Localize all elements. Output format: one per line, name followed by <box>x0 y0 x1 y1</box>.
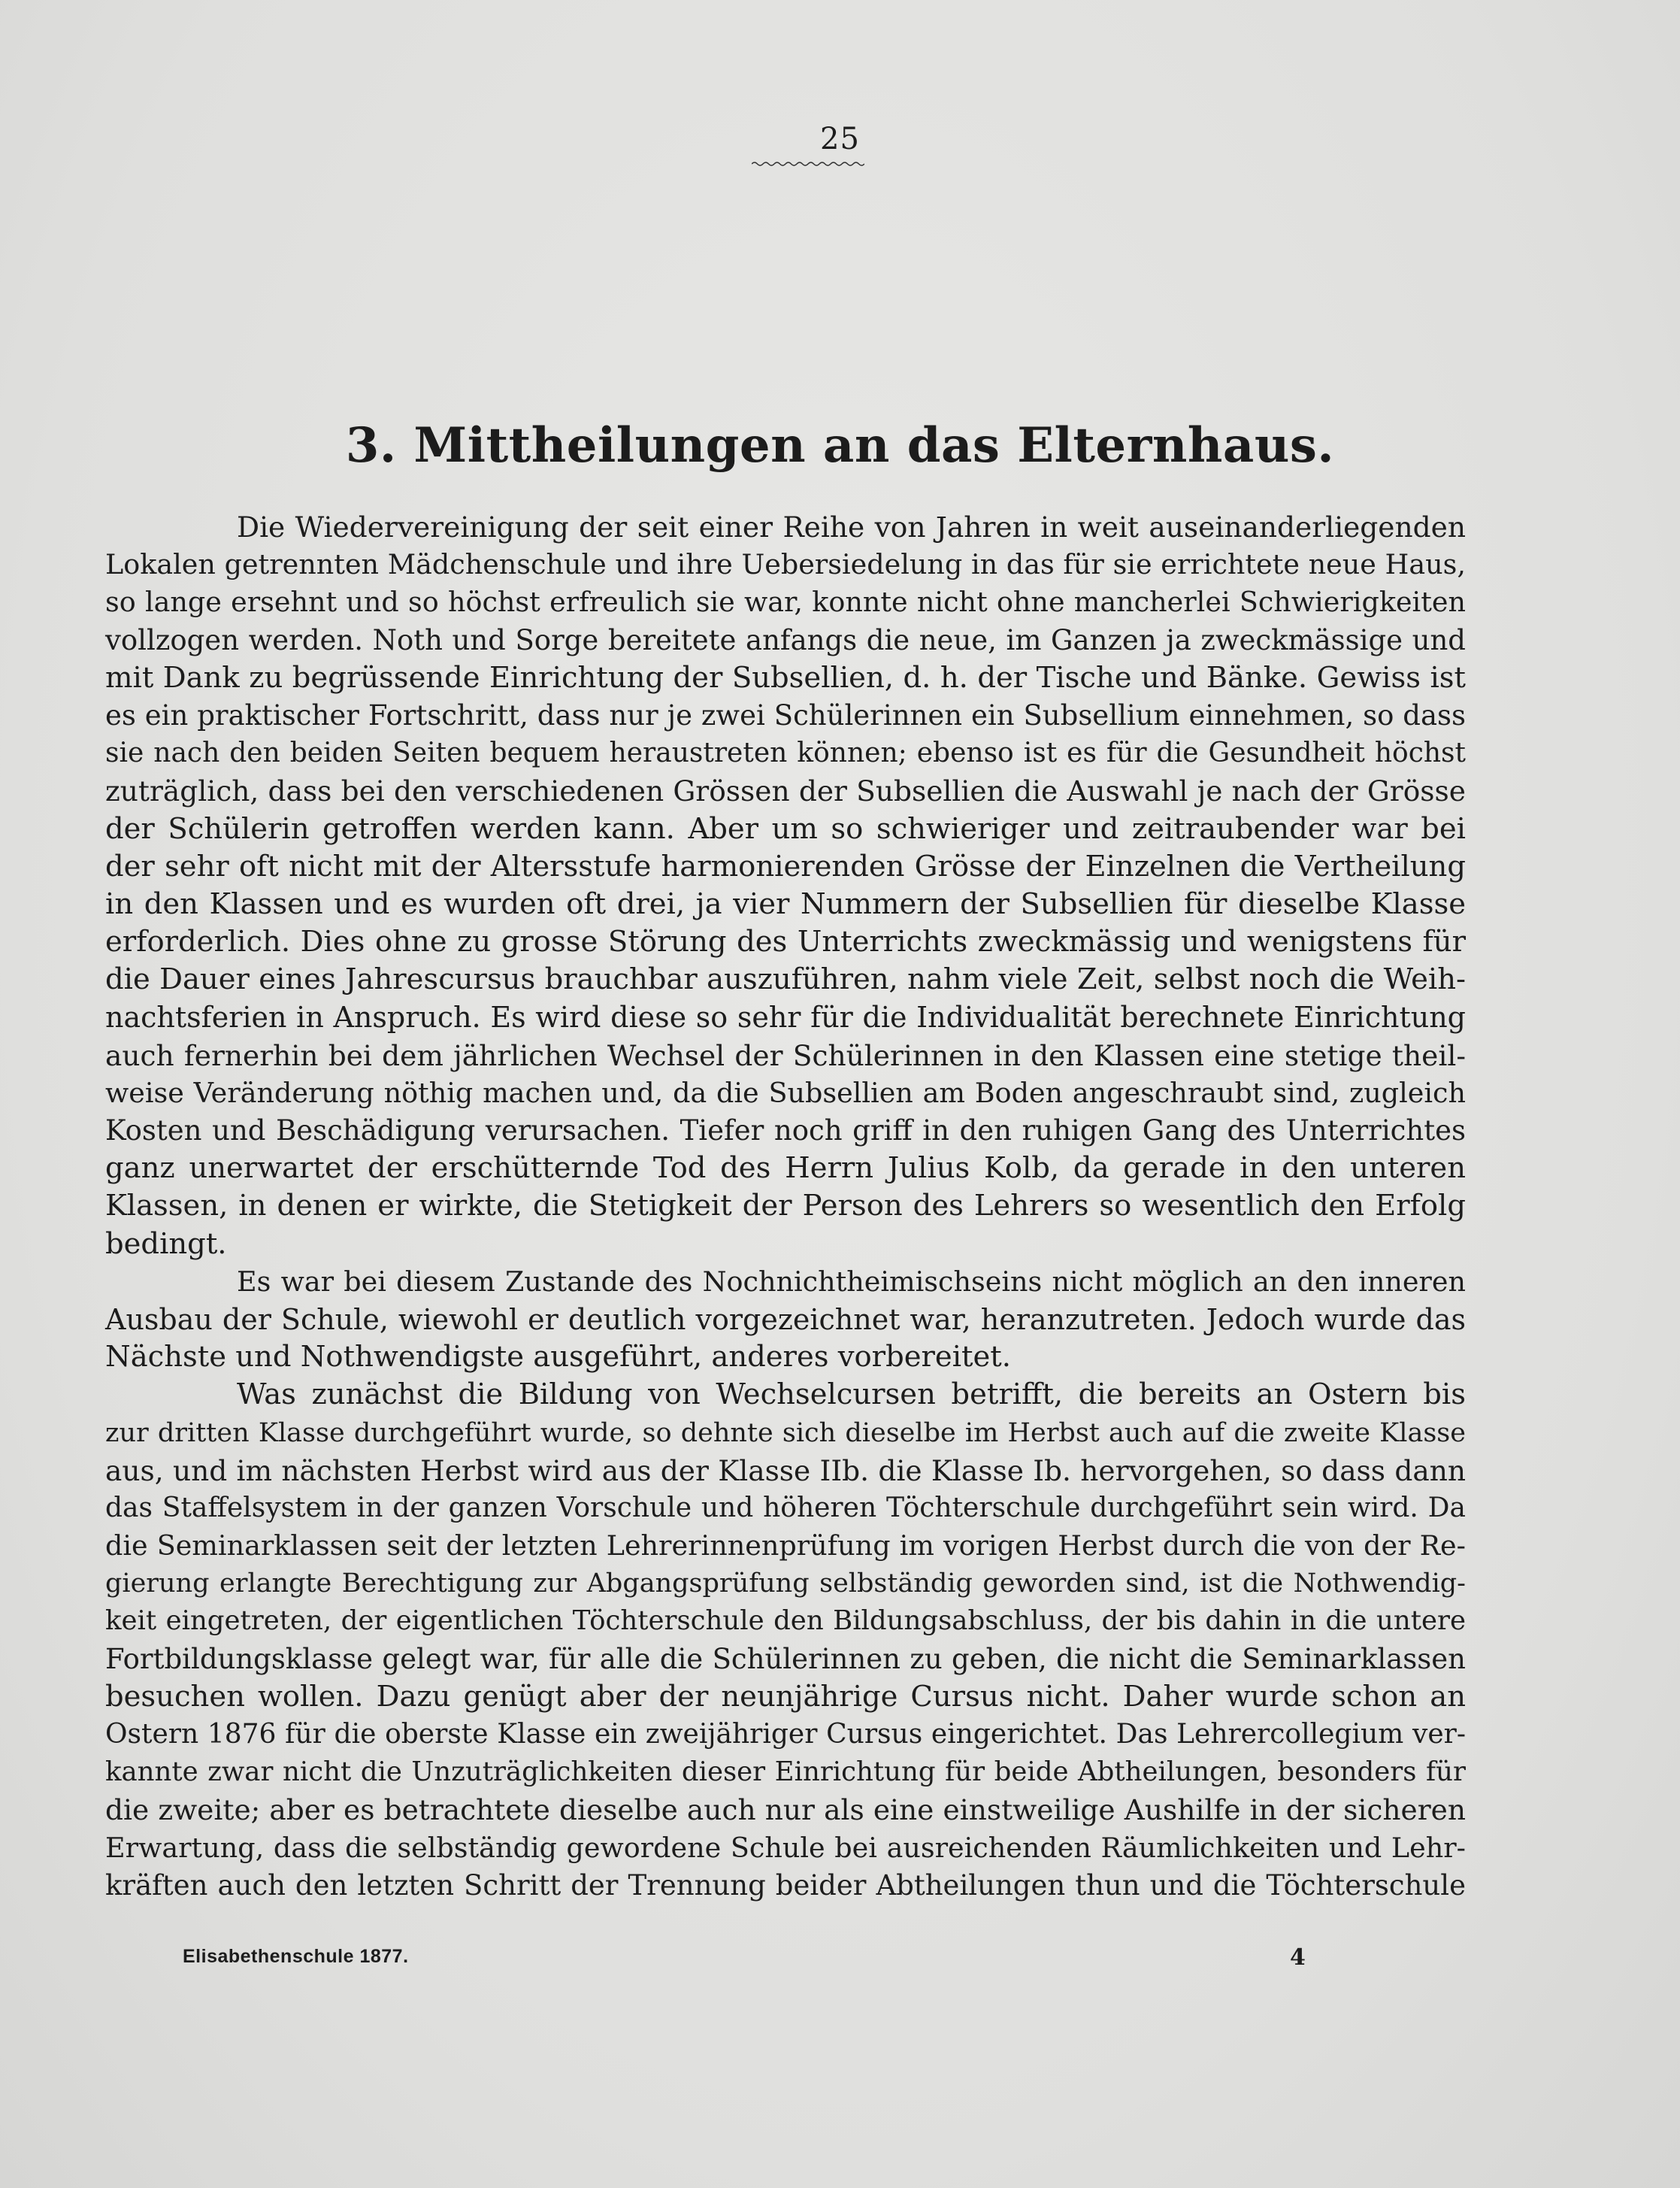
text-line: kräften auch den letzten Schritt der Trennung beider Abtheilungen thun und die Töchterschule <box>105 1868 1466 1902</box>
section-heading: 3. Mittheilungen an das Elternhaus. <box>345 417 1335 474</box>
page-number: 25 <box>820 122 860 156</box>
text-line: Was zunächst die Bildung von Wechselcursen betrifft, die bereits an Ostern bis <box>237 1377 1466 1412</box>
text-line: der sehr oft nicht mit der Altersstufe harmonierenden Grösse der Einzelnen die Vertheilung <box>105 849 1466 883</box>
text-line: sie nach den beiden Seiten bequem heraustreten können; ebenso ist es für die Gesundheit höchst <box>105 738 1466 769</box>
text-line: Nächste und Nothwendigste ausgeführt, anderes vorbereitet. <box>105 1340 1011 1374</box>
text-line: zuträglich, dass bei den verschiedenen Grössen der Subsellien die Auswahl je nach der Grösse <box>105 774 1466 808</box>
body-text <box>105 508 1466 1905</box>
text-line: nachtsferien in Anspruch. Es wird diese so sehr für die Individualität berechnete Einrichtung <box>105 1001 1466 1035</box>
text-line: ganz unerwartet der erschütternde Tod des Herrn Julius Kolb, da gerade in den unteren <box>105 1151 1466 1186</box>
text-line: Die Wiedervereinigung der seit einer Reihe von Jahren in weit auseinanderliegenden <box>237 511 1466 544</box>
text-line: mit Dank zu begrüssende Einrichtung der Subsellien, d. h. der Tische und Bänke. Gewiss ist <box>105 660 1466 695</box>
text-line: Lokalen getrennten Mädchenschule und ihre Uebersiedelung in das für sie errichtete neue Haus, <box>105 548 1466 581</box>
text-line: Erwartung, dass die selbständig gewordene Schule bei ausreichenden Räumlichkeiten und Lehr- <box>105 1831 1466 1864</box>
text-line: das Staffelsystem in der ganzen Vorschule und höheren Töchterschule durchgeführt sein wird. Da <box>105 1492 1466 1523</box>
text-line: Fortbildungsklasse gelegt war, für alle die Schülerinnen zu geben, die nicht die Seminarklassen <box>105 1642 1466 1675</box>
text-line: die zweite; aber es betrachtete dieselbe auch nur als eine einstweilige Aushilfe in der sicheren <box>105 1793 1466 1827</box>
text-line: erforderlich. Dies ohne zu grosse Störung des Unterrichts zweckmässig und wenigstens für <box>105 925 1466 959</box>
text-line: zur dritten Klasse durchgeführt wurde, so dehnte sich dieselbe im Herbst auch auf die zweite Klasse <box>105 1417 1466 1448</box>
text-line: auch fernerhin bei dem jährlichen Wechsel der Schülerinnen in den Klassen eine stetige theil- <box>105 1038 1466 1072</box>
text-line: Ostern 1876 für die oberste Klasse ein zweijähriger Cursus eingerichtet. Das Lehrercollegium ver- <box>105 1719 1466 1750</box>
footer-signature-number: 4 <box>1290 1944 1306 1971</box>
text-line: besuchen wollen. Dazu genügt aber der neunjährige Cursus nicht. Daher wurde schon an <box>105 1679 1466 1714</box>
text-line: die Dauer eines Jahrescursus brauchbar auszuführen, nahm viele Zeit, selbst noch die Weih- <box>105 962 1466 997</box>
text-line: keit eingetreten, der eigentlichen Töchterschule den Bildungsabschluss, der bis dahin in die untere <box>105 1605 1466 1637</box>
text-line: vollzogen werden. Noth und Sorge bereitete anfangs die neue, im Ganzen ja zweckmässige und <box>105 623 1466 656</box>
text-line: gierung erlangte Berechtigung zur Abgangsprüfung selbständig geworden sind, ist die Nothwendig- <box>105 1568 1466 1599</box>
page-number-ornament <box>752 161 864 167</box>
text-line: Kosten und Beschädigung verursachen. Tiefer noch griff in den ruhigen Gang des Unterrichtes <box>105 1114 1466 1147</box>
text-line: die Seminarklassen seit der letzten Lehrerinnenprüfung im vorigen Herbst durch die von der Re- <box>105 1529 1466 1562</box>
text-line: es ein praktischer Fortschritt, dass nur je zwei Schülerinnen ein Subsellium einnehmen, so dass <box>105 699 1466 732</box>
text-line: bedingt. <box>105 1226 227 1261</box>
text-line: der Schülerin getroffen werden kann. Aber um so schwieriger und zeitraubender war bei <box>105 811 1466 846</box>
text-line: aus, und im nächsten Herbst wird aus der Klasse IIb. die Klasse Ib. hervorgehen, so dass dann <box>105 1453 1466 1487</box>
text-line: in den Klassen und es wurden oft drei, ja vier Nummern der Subsellien für dieselbe Klasse <box>105 886 1466 921</box>
footer-publication: Elisabethenschule 1877. <box>183 1946 409 1967</box>
text-line: weise Veränderung nöthig machen und, da die Subsellien am Boden angeschraubt sind, zugleich <box>105 1076 1466 1109</box>
text-line: kannte zwar nicht die Unzuträglichkeiten dieser Einrichtung für beide Abtheilungen, besonders für <box>105 1756 1466 1788</box>
text-line: Es war bei diesem Zustande des Nochnichtheimischseins nicht möglich an den inneren <box>237 1265 1466 1298</box>
text-line: Ausbau der Schule, wiewohl er deutlich vorgezeichnet war, heranzutreten. Jedoch wurde das <box>105 1302 1466 1336</box>
text-line: so lange ersehnt und so höchst erfreulich sie war, konnte nicht ohne mancherlei Schwierigkeiten <box>105 586 1466 619</box>
text-line: Klassen, in denen er wirkte, die Stetigkeit der Person des Lehrers so wesentlich den Erfolg <box>105 1189 1466 1223</box>
